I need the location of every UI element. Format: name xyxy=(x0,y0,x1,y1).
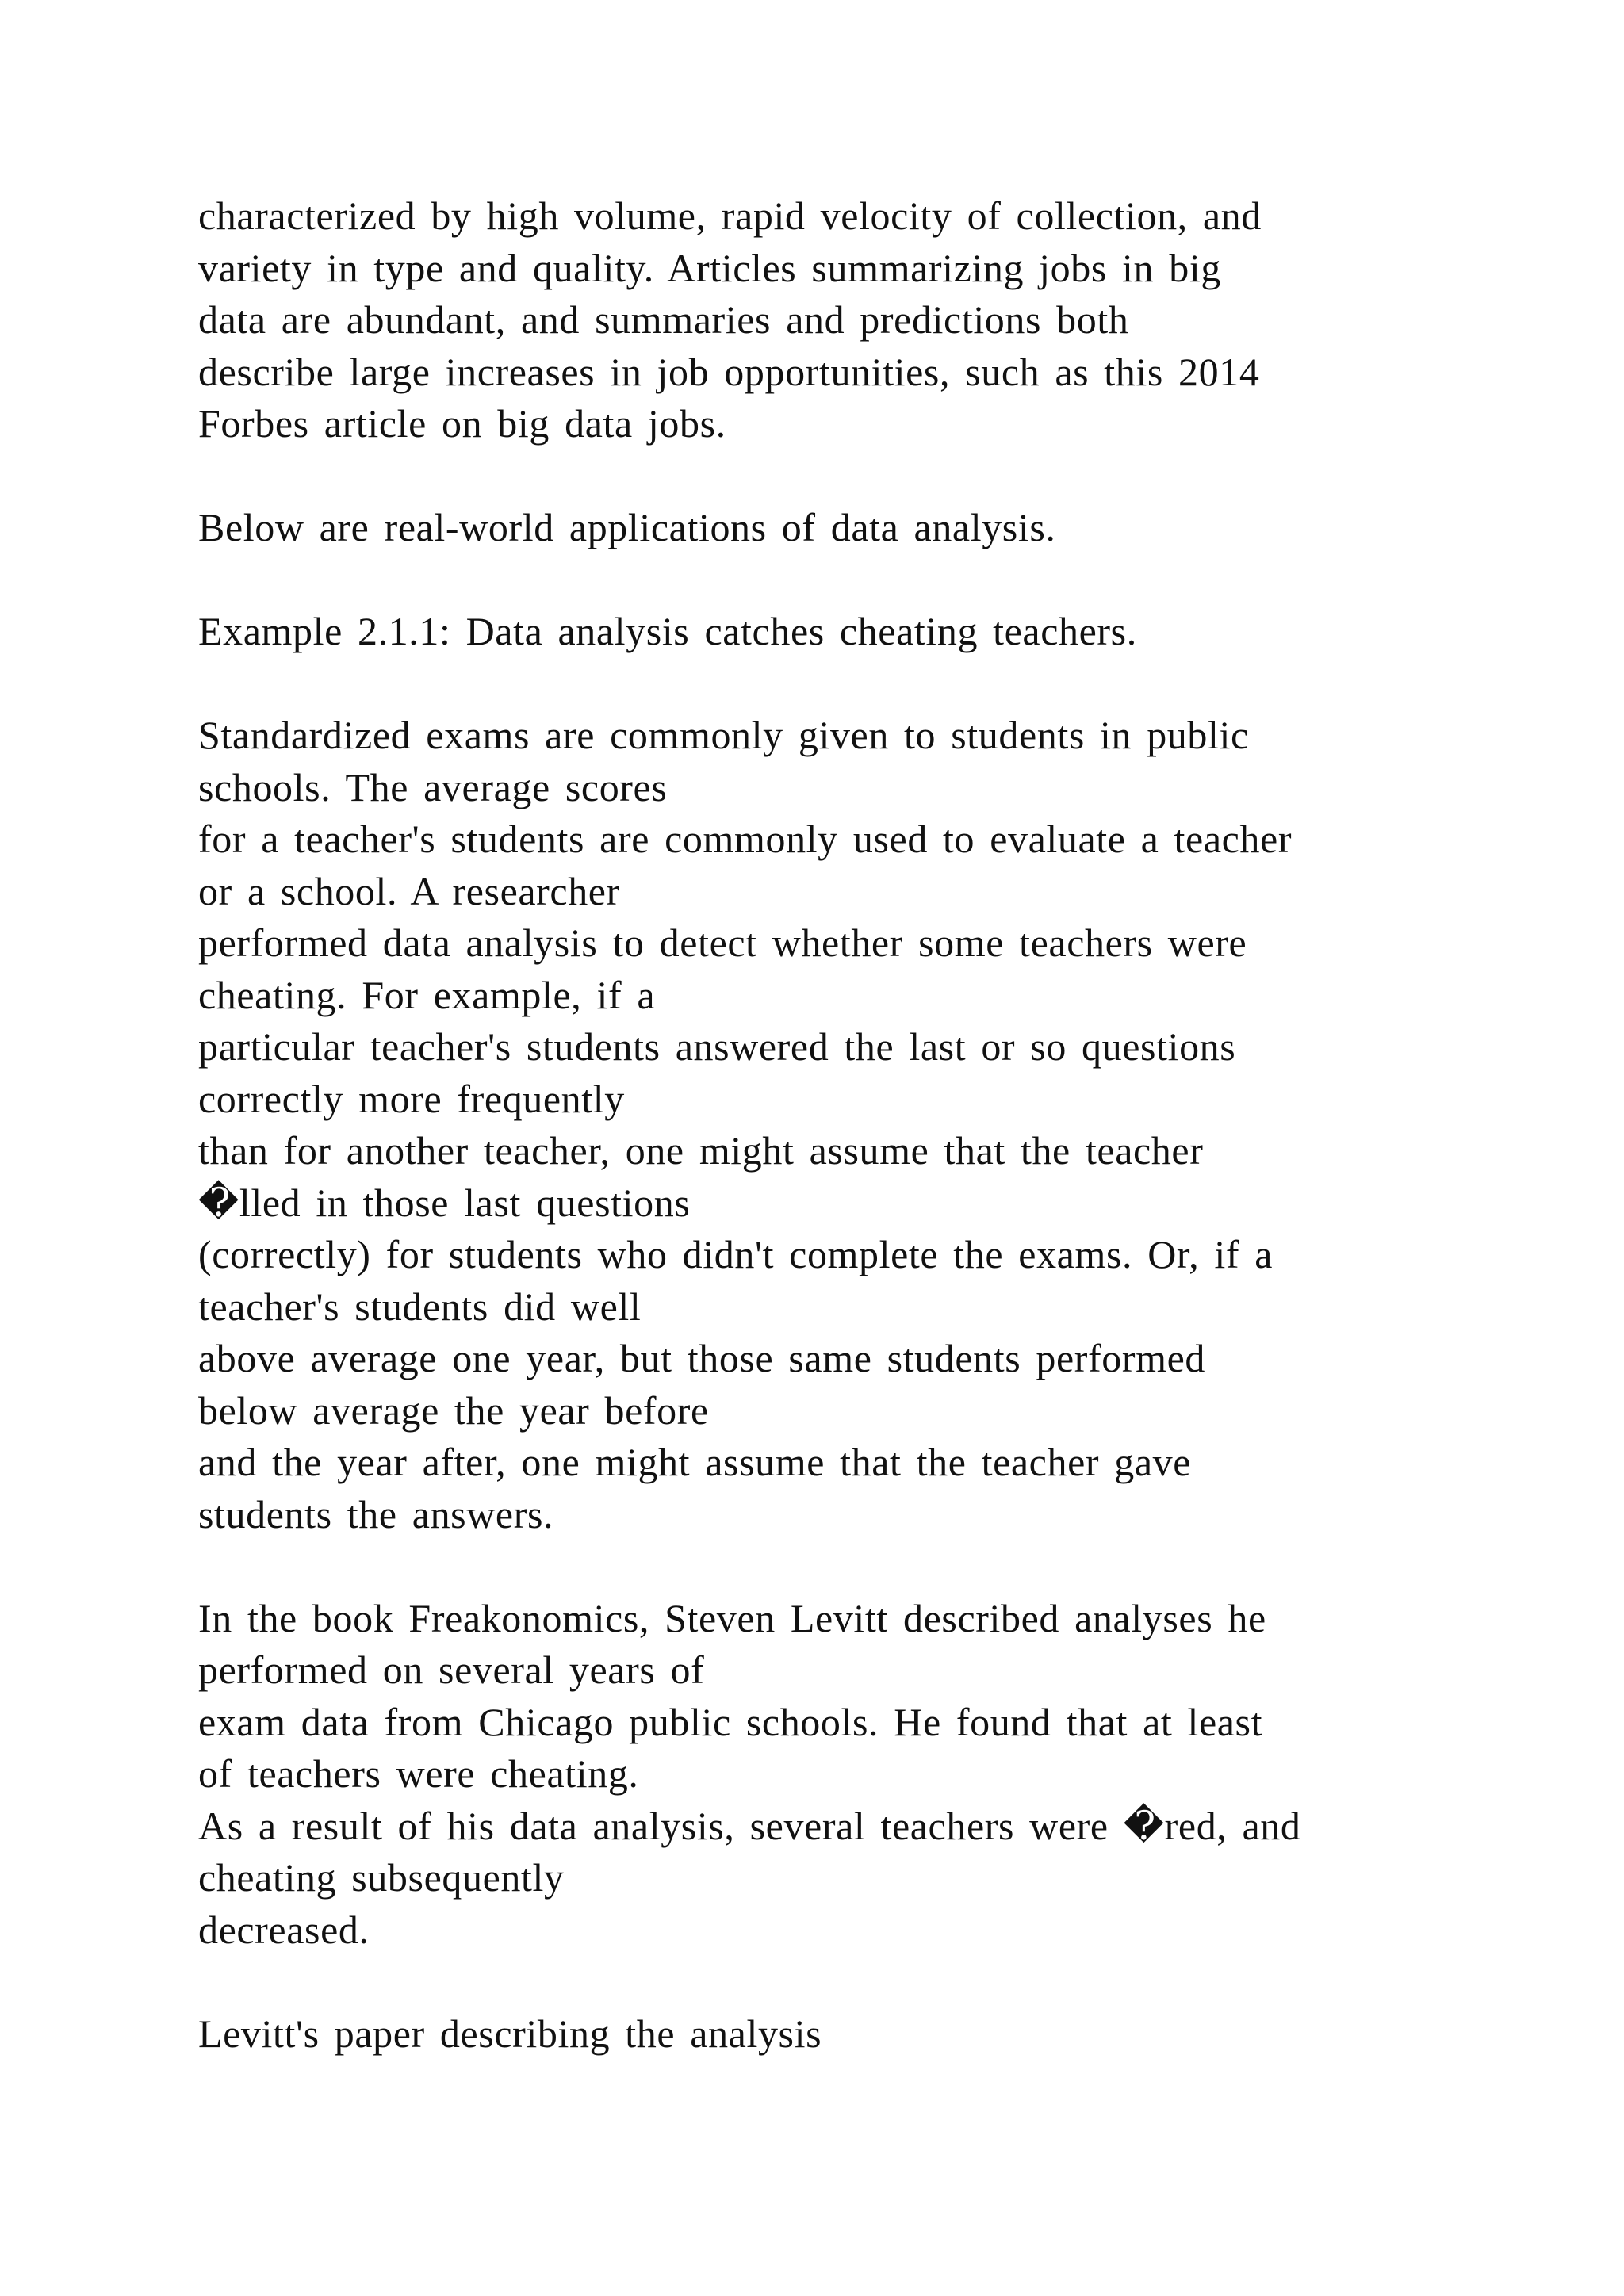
text-line: correctly more frequently xyxy=(198,1076,625,1121)
text-line: exam data from Chicago public schools. He found that at least xyxy=(198,1699,1263,1744)
text-line: and the year after, one might assume that the teacher gave xyxy=(198,1440,1192,1484)
text-line: variety in type and quality. Articles summarizing jobs in big xyxy=(198,245,1221,290)
text-line: performed on several years of xyxy=(198,1647,705,1692)
text-line: performed data analysis to detect whether some teachers were xyxy=(198,920,1247,965)
blank-line xyxy=(198,450,1467,503)
text-line: cheating. For example, if a xyxy=(198,972,656,1017)
text-line: (correctly) for students who didn't complete the exams. Or, if a xyxy=(198,1232,1274,1276)
text-line: decreased. xyxy=(198,1907,370,1952)
text-line: below average the year before xyxy=(198,1387,709,1433)
text-line: In the book Freakonomics, Steven Levitt described analyses he xyxy=(198,1595,1266,1640)
blank-line xyxy=(198,1956,1467,2008)
text-line: cheating subsequently xyxy=(198,1855,565,1900)
text-line: characterized by high volume, rapid velocity of collection, and xyxy=(198,193,1262,238)
text-line: than for another teacher, one might assume that the teacher xyxy=(198,1128,1204,1173)
blank-line xyxy=(198,658,1467,710)
text-line: schools. The average scores xyxy=(198,764,668,809)
text-line: of teachers were cheating. xyxy=(198,1751,639,1796)
text-line: particular teacher's students answered the last or so questions xyxy=(198,1024,1236,1069)
text-line: above average one year, but those same students performed xyxy=(198,1336,1206,1380)
example-heading: Example 2.1.1: Data analysis catches cheating teachers. xyxy=(198,609,1137,653)
text-line: Levitt's paper describing the analysis xyxy=(198,2011,822,2056)
text-line: or a school. A researcher xyxy=(198,868,620,913)
text-line: for a teacher's students are commonly used to evaluate a teacher xyxy=(198,817,1293,861)
text-line: Forbes article on big data jobs. xyxy=(198,401,726,446)
text-line: describe large increases in job opportunities, such as this 2014 xyxy=(198,349,1260,394)
text-line: Below are real-world applications of data analysis. xyxy=(198,505,1056,549)
blank-line xyxy=(198,554,1467,607)
document-text xyxy=(198,190,1467,2060)
text-line: data are abundant, and summaries and predictions both xyxy=(198,297,1129,342)
text-line: Standardized exams are commonly given to students in public xyxy=(198,713,1249,757)
text-line: teacher's students did well xyxy=(198,1284,642,1329)
text-line: �lled in those last questions xyxy=(198,1180,691,1225)
text-line: As a result of his data analysis, several teachers were �red, and xyxy=(198,1803,1301,1848)
text-line: students the answers. xyxy=(198,1491,554,1536)
blank-line xyxy=(198,1540,1467,1593)
